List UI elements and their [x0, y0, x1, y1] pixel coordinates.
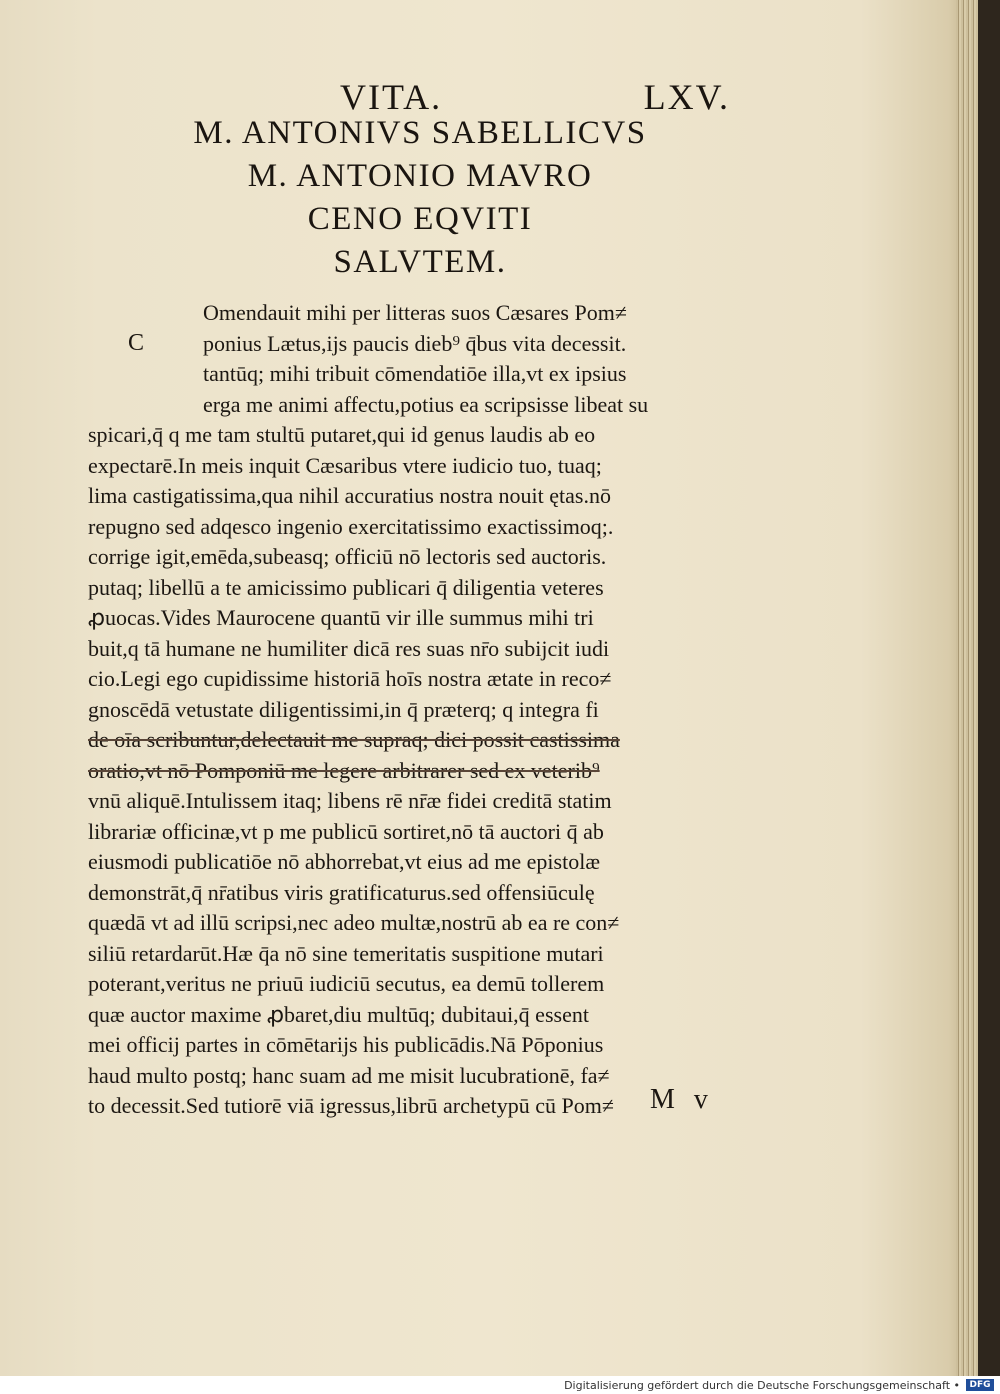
title-line: CENO EQVITI: [307, 201, 533, 237]
title-line: M. ANTONIVS SABELLICVS: [193, 115, 647, 151]
page-edge: [956, 0, 978, 1376]
text-line: Omendauit mihi per litteras suos Cæsares Pom≠: [203, 300, 627, 325]
text-line: spicari,q̄ q me tam stultū putaret,qui id genus laudis ab eo: [88, 422, 596, 447]
text-line: mei officij partes in cōmētarijs his publicādis.Nā Pōponius: [88, 1032, 604, 1057]
text-line: corrige igit,emēda,subeasq; officiū nō lectoris sed auctoris.: [88, 544, 607, 569]
text-line: quædā vt ad illū scripsi,nec adeo multæ,nostrū ab ea re con≠: [88, 910, 620, 935]
signature-mark: M v: [650, 1084, 714, 1115]
text-line: to decessit.Sed tutiorē viā igressus,librū archetypū cū Pom≠: [88, 1093, 614, 1118]
text-line: vnū aliquē.Intulissem itaq; libens rē nr̄æ fidei creditā statim: [88, 788, 612, 813]
dfg-logo: DFG: [966, 1379, 994, 1391]
text-line: erga me animi affectu,potius ea scripsisse libeat su: [203, 391, 649, 417]
title-line: M. ANTONIO MAVRO: [247, 158, 593, 194]
text-line: buit,q tā humane ne humiliter dicā res suas nr̄o subijcit iudi: [88, 635, 610, 661]
text-line: quæ auctor maxime ꝓbaret,diu multūq; dubitaui,q̄ essent: [88, 1001, 589, 1027]
initial-letter: C: [128, 330, 145, 356]
text-line: cio.Legi ego cupidissime historiā hoīs nostra ætate in reco≠: [88, 666, 612, 691]
text-line: tantūq; mihi tribuit cōmendatiōe illa,vt ex ipsius: [203, 361, 627, 386]
text-line: ꝓuocas.Vides Maurocene quantū vir ille summus mihi tri: [88, 605, 594, 630]
text-line: lima castigatissima,qua nihil accuratius nostra nouit ętas.nō: [88, 483, 611, 508]
title-line: SALVTEM.: [333, 244, 507, 280]
running-head: [340, 76, 730, 116]
text-line: putaq; libellū a te amicissimo publicari q̄ diligentia veteres: [88, 574, 604, 600]
text-line: expectarē.In meis inquit Cæsaribus vtere iudicio tuo, tuaq;: [88, 452, 602, 478]
footer-bar: [0, 1376, 1000, 1394]
footer-text: Digitalisierung gefördert durch die Deutsche Forschungsgemeinschaft •: [564, 1379, 960, 1392]
text-line: eiusmodi publicatiōe nō abhorrebat,vt eius ad me epistolæ: [88, 849, 600, 874]
text-line: siliū retardarūt.Hæ q̄a nō sine temeritatis suspitione mutari: [88, 940, 604, 966]
running-head-left: VITA.: [340, 77, 443, 117]
text-line: gnoscēdā vetustate diligentissimi,in q̄ præterq; q integra fi: [88, 696, 599, 722]
text-line-struck: de oīa scribuntur,delectauit me supraq; dici possit castissima: [88, 727, 620, 752]
text-line: poterant,veritus ne priuū iudiciū secutus, ea demū tollerem: [88, 971, 605, 996]
text-line: demonstrāt,q̄ nr̄atibus viris gratificaturus.sed offensiūculę: [88, 879, 595, 905]
text-line: librariæ officinæ,vt p me publicū sortiret,nō tā auctori q̄ ab: [88, 818, 604, 844]
text-line: ponius Lætus,ijs paucis dieb⁹ q̄bus vita decessit.: [203, 330, 627, 356]
letter-title: [90, 112, 750, 284]
text-line: repugno sed adqesco ingenio exercitatissimo exactissimoq;.: [88, 513, 614, 539]
text-line: haud multo postq; hanc suam ad me misit lucubrationē, fa≠: [88, 1062, 610, 1088]
page-number: LXV.: [643, 77, 730, 117]
text-line-struck: oratio,vt nō Pomponiū me legere arbitrarer sed ex veterib⁹: [88, 757, 600, 783]
letter-body: [88, 298, 760, 1122]
